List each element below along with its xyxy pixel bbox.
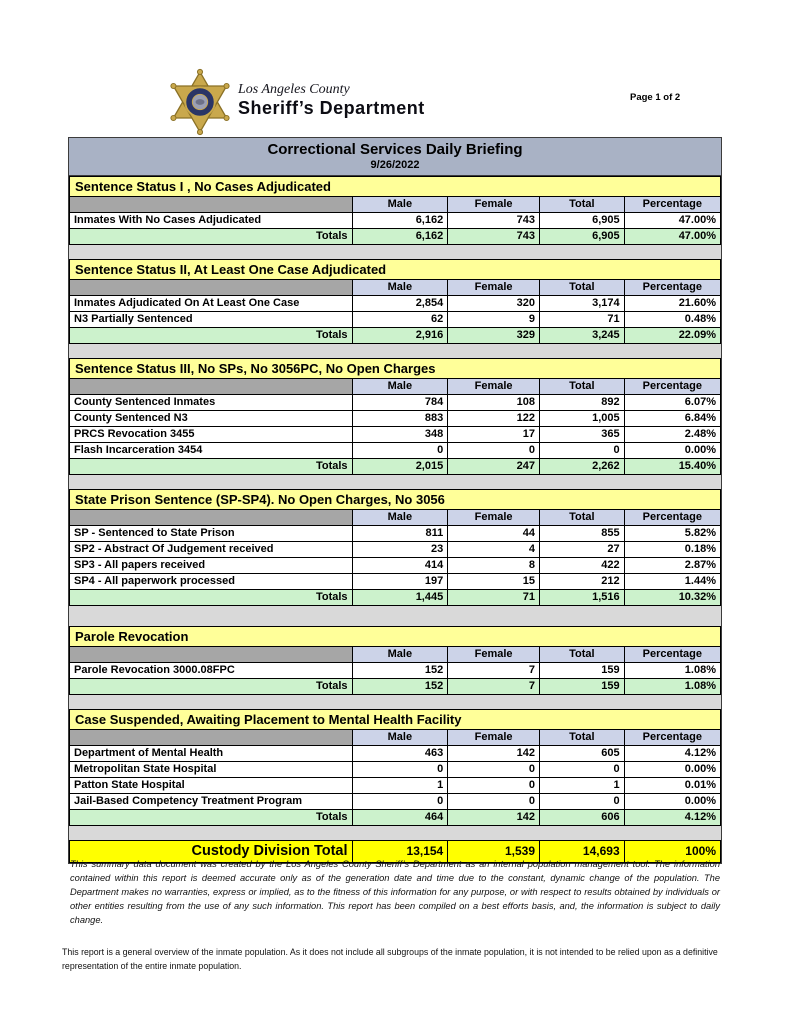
section-sentence-status-1	[69, 176, 721, 245]
percentage-value: 0.18%	[624, 542, 720, 558]
male-value: 23	[352, 542, 448, 558]
percentage-value: 6.84%	[624, 411, 720, 427]
section-sentence-status-2	[69, 259, 721, 344]
section-gap	[69, 475, 721, 489]
section-table	[69, 378, 721, 475]
section-gap	[69, 695, 721, 709]
total-value: 365	[540, 427, 625, 443]
female-value: 9	[448, 312, 540, 328]
male-total: 2,015	[352, 459, 448, 475]
percentage-value: 0.48%	[624, 312, 720, 328]
female-value: 44	[448, 526, 540, 542]
header-spacer-cell	[70, 280, 353, 296]
table-row	[70, 411, 721, 427]
male-value: 152	[352, 663, 448, 679]
percentage-total: 22.09%	[624, 328, 720, 344]
male-value: 348	[352, 427, 448, 443]
column-header-male: Male	[352, 280, 448, 296]
total-value: 422	[540, 558, 625, 574]
grand-percentage-total: 100%	[624, 841, 720, 863]
section-table	[69, 729, 721, 826]
column-header-male: Male	[352, 647, 448, 663]
agency-county-label: Los Angeles County	[238, 82, 350, 97]
table-row	[70, 574, 721, 590]
total-total: 1,516	[540, 590, 625, 606]
female-value: 8	[448, 558, 540, 574]
grand-total-total: 14,693	[540, 841, 625, 863]
column-header-row	[70, 379, 721, 395]
table-row	[70, 558, 721, 574]
section-parole-revocation	[69, 626, 721, 695]
section-title: Parole Revocation	[69, 626, 721, 646]
column-header-row	[70, 510, 721, 526]
column-header-male: Male	[352, 730, 448, 746]
column-header-female: Female	[448, 379, 540, 395]
percentage-total: 4.12%	[624, 810, 720, 826]
male-value: 0	[352, 794, 448, 810]
report-body	[68, 137, 722, 864]
percentage-value: 0.01%	[624, 778, 720, 794]
header-spacer-cell	[70, 379, 353, 395]
column-header-total: Total	[540, 197, 625, 213]
table-row	[70, 762, 721, 778]
header-spacer-cell	[70, 510, 353, 526]
percentage-total: 1.08%	[624, 679, 720, 695]
section-title: Case Suspended, Awaiting Placement to Mental Health Facility	[69, 709, 721, 729]
column-header-percentage: Percentage	[624, 647, 720, 663]
section-gap	[69, 826, 721, 840]
total-value: 0	[540, 443, 625, 459]
sheriff-badge-icon	[168, 68, 232, 136]
row-label: County Sentenced N3	[70, 411, 353, 427]
disclaimer-text: This summary data document was created by the Los Angeles County Sheriff’s Department as an internal population management tool. The information contained within this report is deemed accurate only as of the generation date and time due to the constant, dynamic change of the population. The Department makes no warranties, express or implied, as to the fitness of this information for any purpose, or with respect to results obtained by individuals or other entities resulting from the use of any such information. This report has been compiled on a best efforts basis, and, the information is subject to daily change.	[70, 859, 720, 925]
table-row	[70, 427, 721, 443]
column-header-total: Total	[540, 647, 625, 663]
row-label: Patton State Hospital	[70, 778, 353, 794]
section-gap	[69, 606, 721, 626]
row-label: Inmates With No Cases Adjudicated	[70, 213, 353, 229]
female-value: 108	[448, 395, 540, 411]
percentage-value: 1.44%	[624, 574, 720, 590]
table-row	[70, 213, 721, 229]
total-total: 606	[540, 810, 625, 826]
row-label: SP2 - Abstract Of Judgement received	[70, 542, 353, 558]
column-header-female: Female	[448, 510, 540, 526]
column-header-row	[70, 197, 721, 213]
percentage-total: 15.40%	[624, 459, 720, 475]
header-spacer-cell	[70, 647, 353, 663]
section-table	[69, 279, 721, 344]
female-total: 247	[448, 459, 540, 475]
section-case-suspended	[69, 709, 721, 826]
table-row	[70, 395, 721, 411]
column-header-female: Female	[448, 730, 540, 746]
section-title: Sentence Status I , No Cases Adjudicated	[69, 176, 721, 196]
total-value: 6,905	[540, 213, 625, 229]
column-header-percentage: Percentage	[624, 379, 720, 395]
column-header-female: Female	[448, 280, 540, 296]
male-value: 784	[352, 395, 448, 411]
male-value: 463	[352, 746, 448, 762]
total-value: 159	[540, 663, 625, 679]
column-header-percentage: Percentage	[624, 280, 720, 296]
male-total: 6,162	[352, 229, 448, 245]
male-total: 464	[352, 810, 448, 826]
total-value: 892	[540, 395, 625, 411]
table-row	[70, 443, 721, 459]
total-value: 1,005	[540, 411, 625, 427]
percentage-value: 0.00%	[624, 762, 720, 778]
row-label: N3 Partially Sentenced	[70, 312, 353, 328]
male-total: 1,445	[352, 590, 448, 606]
female-value: 17	[448, 427, 540, 443]
male-value: 811	[352, 526, 448, 542]
percentage-value: 0.00%	[624, 443, 720, 459]
row-label: SP4 - All paperwork processed	[70, 574, 353, 590]
section-title: State Prison Sentence (SP-SP4). No Open Charges, No 3056	[69, 489, 721, 509]
male-value: 0	[352, 762, 448, 778]
grand-total-label: Custody Division Total	[70, 841, 353, 863]
male-value: 6,162	[352, 213, 448, 229]
section-title: Sentence Status III, No SPs, No 3056PC, No Open Charges	[69, 358, 721, 378]
section-table	[69, 509, 721, 606]
report-title: Correctional Services Daily Briefing	[267, 141, 523, 158]
male-value: 883	[352, 411, 448, 427]
total-value: 71	[540, 312, 625, 328]
column-header-row	[70, 280, 721, 296]
female-value: 7	[448, 663, 540, 679]
male-total: 2,916	[352, 328, 448, 344]
percentage-value: 2.48%	[624, 427, 720, 443]
totals-label: Totals	[70, 679, 353, 695]
female-total: 7	[448, 679, 540, 695]
male-value: 0	[352, 443, 448, 459]
female-value: 15	[448, 574, 540, 590]
total-total: 6,905	[540, 229, 625, 245]
row-label: Parole Revocation 3000.08FPC	[70, 663, 353, 679]
male-total: 152	[352, 679, 448, 695]
row-label: Flash Incarceration 3454	[70, 443, 353, 459]
female-total: 743	[448, 229, 540, 245]
row-label: Jail-Based Competency Treatment Program	[70, 794, 353, 810]
agency-department-label: Sheriff’s Department	[238, 98, 425, 118]
totals-label: Totals	[70, 810, 353, 826]
row-label: PRCS Revocation 3455	[70, 427, 353, 443]
column-header-female: Female	[448, 197, 540, 213]
row-label: Department of Mental Health	[70, 746, 353, 762]
percentage-value: 6.07%	[624, 395, 720, 411]
female-total: 142	[448, 810, 540, 826]
header-spacer-cell	[70, 730, 353, 746]
total-value: 1	[540, 778, 625, 794]
totals-row	[70, 679, 721, 695]
row-label: Metropolitan State Hospital	[70, 762, 353, 778]
table-row	[70, 312, 721, 328]
table-row	[70, 778, 721, 794]
column-header-total: Total	[540, 280, 625, 296]
section-gap	[69, 245, 721, 259]
column-header-percentage: Percentage	[624, 510, 720, 526]
percentage-value: 1.08%	[624, 663, 720, 679]
report-title-bar	[69, 138, 721, 176]
percentage-total: 10.32%	[624, 590, 720, 606]
total-value: 0	[540, 762, 625, 778]
column-header-percentage: Percentage	[624, 197, 720, 213]
female-value: 142	[448, 746, 540, 762]
column-header-percentage: Percentage	[624, 730, 720, 746]
percentage-value: 4.12%	[624, 746, 720, 762]
totals-row	[70, 459, 721, 475]
total-total: 2,262	[540, 459, 625, 475]
percentage-value: 5.82%	[624, 526, 720, 542]
column-header-female: Female	[448, 647, 540, 663]
table-row	[70, 794, 721, 810]
section-gap	[69, 344, 721, 358]
total-value: 27	[540, 542, 625, 558]
total-value: 605	[540, 746, 625, 762]
male-value: 197	[352, 574, 448, 590]
female-value: 743	[448, 213, 540, 229]
total-value: 212	[540, 574, 625, 590]
column-header-row	[70, 647, 721, 663]
male-value: 414	[352, 558, 448, 574]
section-state-prison-sentence	[69, 489, 721, 606]
footnote-text: This report is a general overview of the inmate population. As it does not include all subgroups of the inmate population, it is not intended to be relied upon as a definitive representation of the entire inmate population.	[62, 947, 718, 971]
female-value: 122	[448, 411, 540, 427]
table-row	[70, 296, 721, 312]
percentage-value: 47.00%	[624, 213, 720, 229]
row-label: SP3 - All papers received	[70, 558, 353, 574]
section-title: Sentence Status II, At Least One Case Adjudicated	[69, 259, 721, 279]
column-header-male: Male	[352, 197, 448, 213]
agency-name	[238, 82, 425, 119]
female-value: 0	[448, 443, 540, 459]
column-header-row	[70, 730, 721, 746]
totals-row	[70, 590, 721, 606]
female-value: 0	[448, 778, 540, 794]
total-value: 3,174	[540, 296, 625, 312]
female-total: 71	[448, 590, 540, 606]
column-header-total: Total	[540, 730, 625, 746]
female-value: 320	[448, 296, 540, 312]
percentage-value: 2.87%	[624, 558, 720, 574]
total-total: 159	[540, 679, 625, 695]
report-date: 9/26/2022	[370, 159, 420, 171]
row-label: County Sentenced Inmates	[70, 395, 353, 411]
grand-female-total: 1,539	[448, 841, 540, 863]
percentage-value: 0.00%	[624, 794, 720, 810]
female-value: 0	[448, 762, 540, 778]
female-value: 0	[448, 794, 540, 810]
totals-row	[70, 229, 721, 245]
column-header-male: Male	[352, 379, 448, 395]
male-value: 62	[352, 312, 448, 328]
table-row	[70, 542, 721, 558]
totals-row	[70, 328, 721, 344]
header-spacer-cell	[70, 197, 353, 213]
percentage-total: 47.00%	[624, 229, 720, 245]
totals-label: Totals	[70, 328, 353, 344]
female-total: 329	[448, 328, 540, 344]
totals-row	[70, 810, 721, 826]
grand-male-total: 13,154	[352, 841, 448, 863]
male-value: 1	[352, 778, 448, 794]
male-value: 2,854	[352, 296, 448, 312]
column-header-total: Total	[540, 510, 625, 526]
female-value: 4	[448, 542, 540, 558]
total-total: 3,245	[540, 328, 625, 344]
row-label: SP - Sentenced to State Prison	[70, 526, 353, 542]
percentage-value: 21.60%	[624, 296, 720, 312]
table-row	[70, 746, 721, 762]
section-sentence-status-3	[69, 358, 721, 475]
page-indicator: Page 1 of 2	[630, 92, 681, 103]
section-table	[69, 196, 721, 245]
totals-label: Totals	[70, 229, 353, 245]
table-row	[70, 526, 721, 542]
totals-label: Totals	[70, 459, 353, 475]
row-label: Inmates Adjudicated On At Least One Case	[70, 296, 353, 312]
total-value: 855	[540, 526, 625, 542]
column-header-male: Male	[352, 510, 448, 526]
totals-label: Totals	[70, 590, 353, 606]
table-row	[70, 663, 721, 679]
total-value: 0	[540, 794, 625, 810]
section-table	[69, 646, 721, 695]
column-header-total: Total	[540, 379, 625, 395]
